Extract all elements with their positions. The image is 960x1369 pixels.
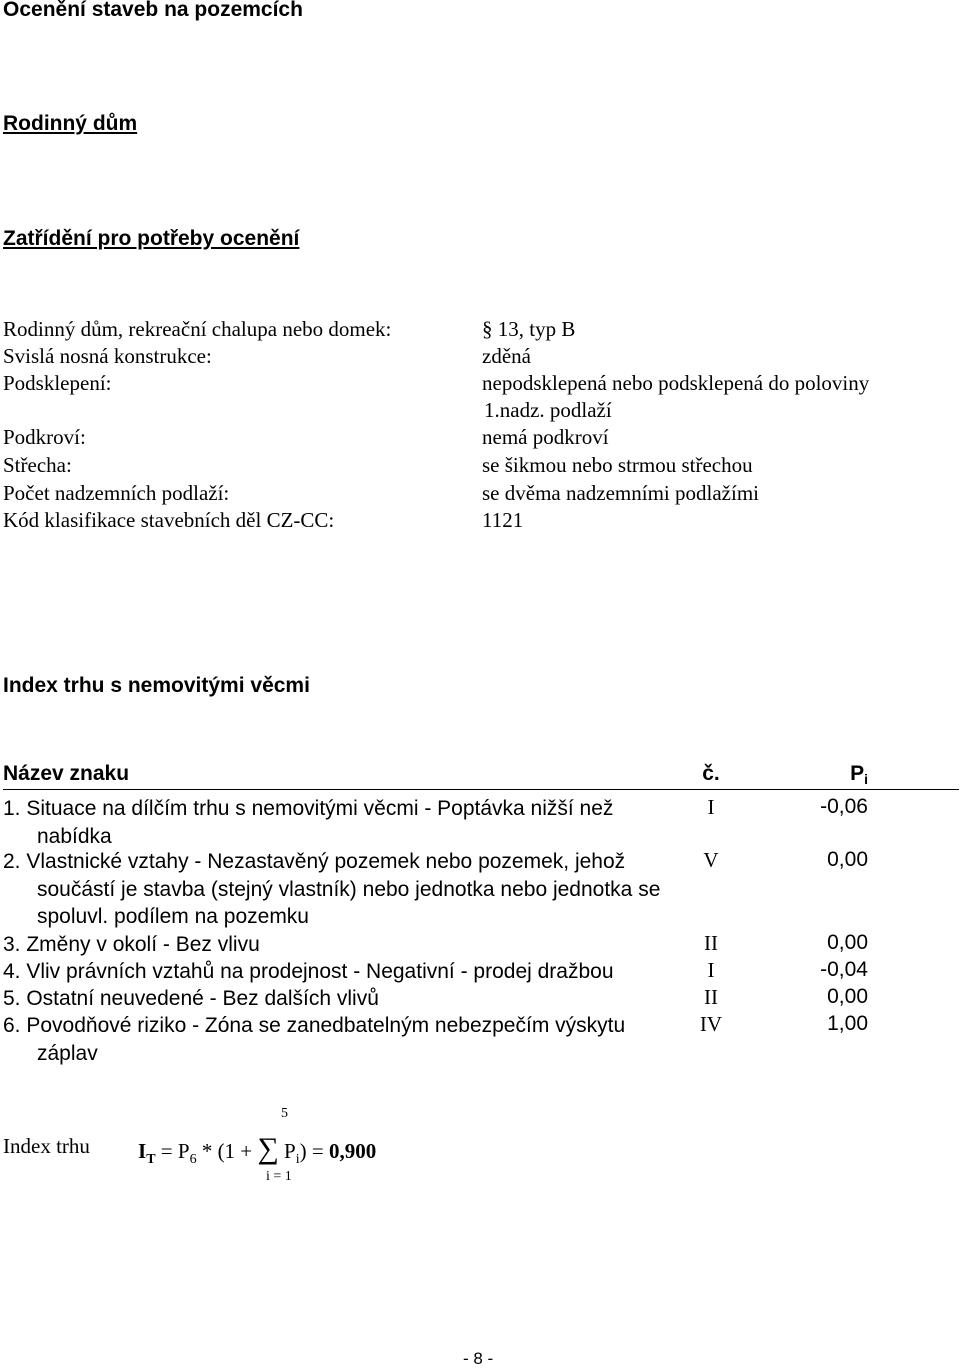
table-row: [3, 848, 673, 931]
formula-result: 0,900: [328, 1139, 377, 1163]
sum-lower-limit: i = 1: [266, 1169, 292, 1184]
row-p: 0,00: [827, 985, 868, 1008]
class-value-floors: se dvěma nadzemními podlažími: [482, 481, 759, 505]
row-name: 4. Vliv právních vztahů na prodejnost - Negativní - prodej dražbou: [3, 960, 614, 983]
column-header-p: Pi: [850, 762, 868, 787]
row-c: V: [703, 848, 719, 872]
formula-label: Index trhu: [3, 1134, 90, 1158]
class-value-structure: zděná: [482, 344, 531, 368]
row-c: I: [707, 958, 715, 982]
row-name-cont: záplav: [37, 1041, 98, 1065]
class-value-roof: se šikmou nebo strmou střechou: [482, 453, 753, 477]
row-name: 2. Vlastnické vztahy - Nezastavěný pozemek nebo pozemek, jehož: [3, 850, 626, 873]
index-heading: Index trhu s nemovitými věcmi: [3, 674, 310, 697]
class-label-structure: Svislá nosná konstrukce:: [3, 344, 212, 368]
class-label-basement: Podsklepení:: [3, 371, 112, 395]
row-name: 5. Ostatní neuvedené - Bez dalších vlivů: [3, 987, 379, 1010]
document-title: Ocenění staveb na pozemcích: [3, 0, 303, 21]
class-value-basement-cont: 1.nadz. podlaží: [484, 398, 612, 422]
class-label-attic: Podkroví:: [3, 425, 86, 449]
class-value-basement: nepodsklepená nebo podsklepená do poloviny: [482, 371, 870, 395]
row-p: -0,04: [820, 958, 868, 981]
page-number: - 8 -: [463, 1349, 494, 1368]
row-c: II: [704, 931, 718, 955]
formula-expression: $I_T = P_6 * (1$ + ∑ $P_i) = 0,900$: [138, 1132, 377, 1167]
row-p: 1,00: [827, 1012, 868, 1035]
row-c: II: [704, 985, 718, 1009]
class-label-roof: Střecha:: [3, 453, 72, 477]
row-name: 3. Změny v okolí - Bez vlivu: [3, 933, 260, 956]
class-value-cz-cc: 1121: [482, 508, 524, 532]
row-p: -0,06: [820, 795, 868, 818]
row-name-cont: spoluvl. podílem na pozemku: [37, 905, 309, 928]
class-label-floors: Počet nadzemních podlaží:: [3, 481, 230, 505]
table-row: [3, 958, 673, 986]
row-name-cont: nabídka: [37, 824, 112, 848]
sigma-symbol: ∑: [257, 1132, 279, 1165]
column-header-name: Název znaku: [3, 762, 130, 785]
column-header-c: č.: [702, 762, 720, 785]
class-value-type: § 13, typ B: [482, 317, 576, 341]
class-label-cz-cc: Kód klasifikace stavebních děl CZ-CC:: [3, 508, 335, 532]
row-c: IV: [699, 1012, 723, 1036]
row-p: 0,00: [827, 848, 868, 871]
class-label-type: Rodinný dům, rekreační chalupa nebo domek:: [3, 317, 392, 341]
class-value-attic: nemá podkroví: [482, 425, 609, 449]
sum-upper-limit: 5: [281, 1106, 288, 1121]
row-name: 6. Povodňové riziko - Zóna se zanedbatelným nebezpečím výskytu: [3, 1014, 626, 1037]
row-name: 1. Situace na dílčím trhu s nemovitými věcmi - Poptávka nižší než: [3, 797, 614, 820]
building-type-heading: Rodinný dům: [3, 112, 138, 135]
table-row: [3, 1012, 673, 1067]
classification-heading: Zatřídění pro potřeby ocenění: [3, 227, 300, 250]
row-p: 0,00: [827, 931, 868, 954]
table-header-rule: [3, 789, 959, 790]
table-row: [3, 985, 673, 1013]
table-row: [3, 795, 673, 850]
row-name-cont: součástí je stavba (stejný vlastník) nebo jednotka nebo jednotka se: [37, 877, 661, 901]
table-row: [3, 931, 673, 959]
row-c: I: [707, 795, 715, 819]
